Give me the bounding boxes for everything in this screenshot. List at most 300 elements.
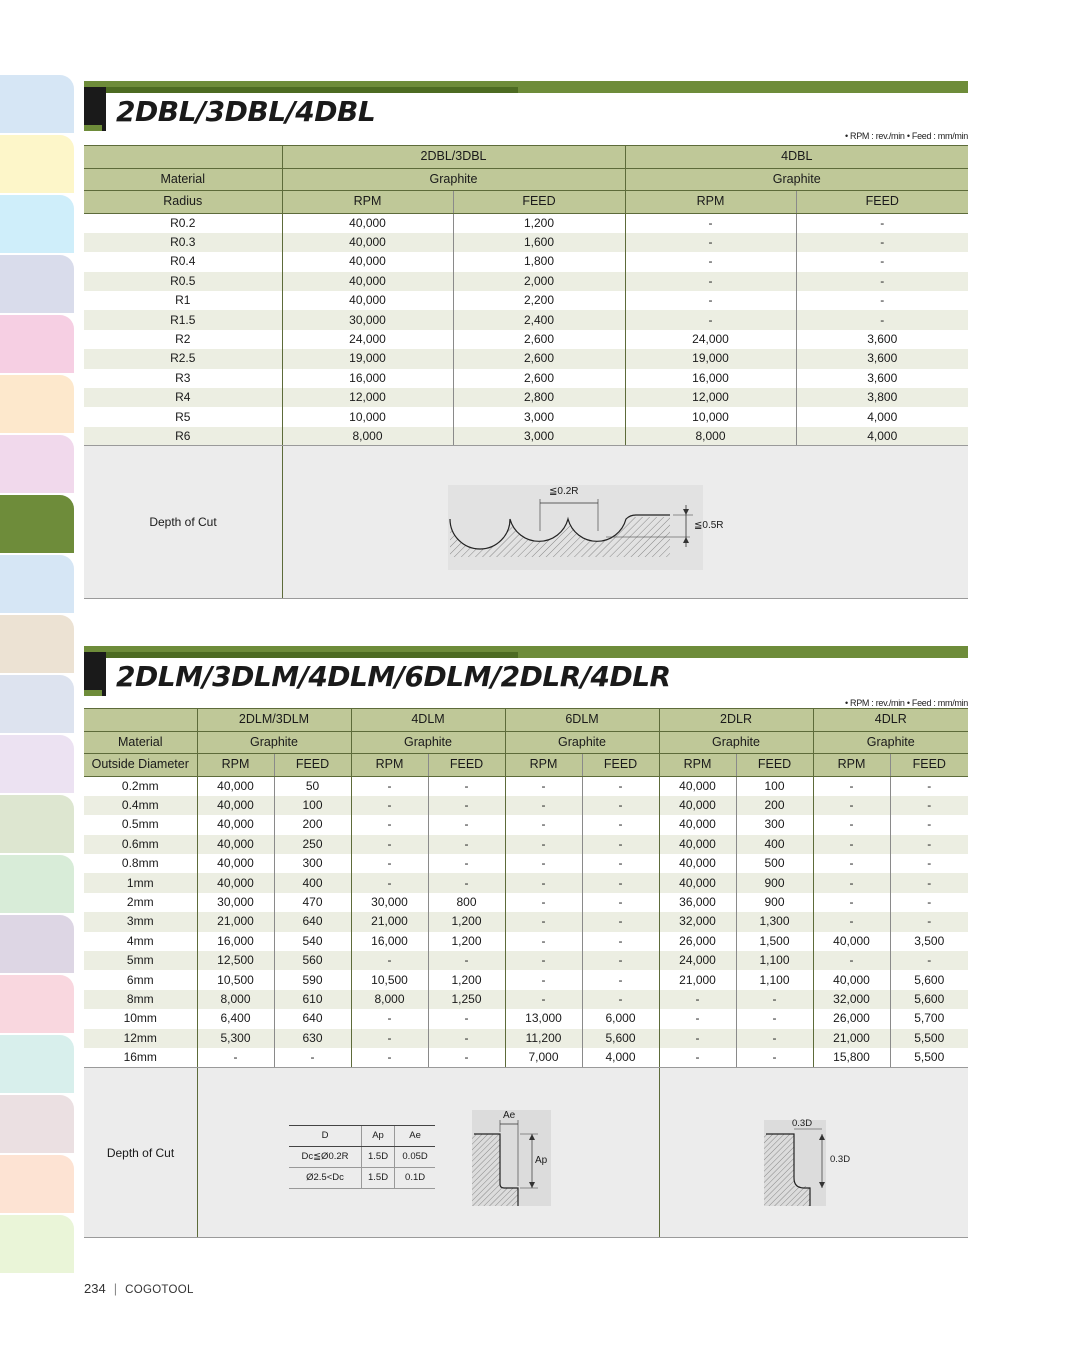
side-tab[interactable] [0,435,74,493]
mini-row [289,1168,435,1189]
group-header: 4DLM [351,709,505,732]
rpm-cell: - [659,1029,736,1048]
rpm-cell: 10,000 [625,407,796,426]
side-tab[interactable] [0,975,74,1033]
table-column-header-row [84,754,968,777]
rpm-cell: 40,000 [282,272,453,291]
rpm-cell: 5,300 [197,1029,274,1048]
rpm-cell: 40,000 [659,796,736,815]
feed-cell: 560 [274,951,351,970]
group-header: 2DLR [659,709,813,732]
feed-cell: 500 [736,854,813,873]
diameter-label: Outside Diameter [84,754,197,777]
rpm-cell: 40,000 [813,970,890,989]
rpm-cell: 40,000 [197,873,274,892]
rpm-cell: 40,000 [659,776,736,796]
rpm-cell: - [813,796,890,815]
diameter-cell: 5mm [84,951,197,970]
feed-header: FEED [274,754,351,777]
feed-cell: 1,300 [736,912,813,931]
material-value: Graphite [505,731,659,754]
feed-cell: - [582,912,659,931]
feed-cell: - [582,815,659,834]
feed-cell: 5,700 [890,1009,968,1028]
rpm-cell: 8,000 [351,990,428,1009]
diameter-cell: 16mm [123,1050,157,1065]
diameter-cell: 0.4mm [84,796,197,815]
rpm-cell: - [351,951,428,970]
units-note: • RPM : rev./min • Feed : mm/min [844,131,968,141]
feed-cell: - [890,815,968,834]
depth-parameter-table [289,1125,435,1189]
footer-brand: COGOTOOL [125,1284,194,1296]
rpm-cell: 21,000 [659,970,736,989]
radius-cell: R3 [175,370,191,385]
feed-cell: 1,200 [453,213,625,233]
table-row [84,873,968,892]
rpm-cell: 30,000 [197,893,274,912]
side-tab[interactable] [0,615,74,673]
rpm-cell: - [813,951,890,970]
feed-cell: 3,000 [453,427,625,446]
footer-separator: | [113,1281,118,1296]
table-row [84,291,968,310]
page-number: 234 [84,1281,106,1296]
rpm-cell: 11,200 [505,1029,582,1048]
group-header: 4DBL [625,146,968,169]
group-header: 6DLM [505,709,659,732]
feed-cell: 1,200 [428,970,505,989]
rpm-cell: 30,000 [351,893,428,912]
rpm-cell: - [505,970,582,989]
rpm-cell: 40,000 [197,815,274,834]
feed-cell: 1,200 [428,912,505,931]
side-tab[interactable] [0,255,74,313]
depth-of-cut-label: Depth of Cut [149,515,217,529]
rpm-header: RPM [813,754,890,777]
radius-cell: R2 [175,332,191,347]
feed-cell: 3,000 [453,407,625,426]
feed-cell: - [736,1029,813,1048]
feed-cell: 470 [274,893,351,912]
feed-cell: - [736,1009,813,1028]
section-title: 2DBL/3DBL/4DBL [116,95,376,128]
side-tab[interactable] [0,315,74,373]
table-row [84,912,968,931]
table-row [84,252,968,271]
side-tab[interactable] [0,1215,74,1273]
feed-cell: 3,800 [796,388,968,407]
feed-cell: - [582,796,659,815]
rpm-cell: - [813,893,890,912]
feed-cell: 1,250 [428,990,505,1009]
rpm-cell: 7,000 [505,1048,582,1067]
table-row [84,990,968,1009]
diameter-cell: 0.8mm [121,856,159,871]
rpm-cell: 10,500 [197,970,274,989]
diameter-cell: 10mm [123,1011,157,1026]
rpm-cell: - [813,873,890,892]
rpm-cell: 40,000 [197,854,274,873]
rpm-header: RPM [282,191,453,214]
material-label: Material [84,731,197,754]
feed-cell: - [890,854,968,873]
feed-cell: 1,200 [428,932,505,951]
feed-cell: 1,600 [453,233,625,252]
feed-cell: - [582,951,659,970]
rpm-cell: - [505,893,582,912]
rpm-cell: - [625,252,796,271]
table-row [84,815,968,834]
rpm-cell: - [625,233,796,252]
feed-cell: 2,600 [453,330,625,349]
feed-cell: 5,600 [890,970,968,989]
diameter-cell: 8mm [84,990,197,1009]
feed-cell: 590 [274,970,351,989]
section-header-bar-dark [84,87,518,93]
feed-cell: - [890,796,968,815]
rpm-cell: - [505,776,582,796]
mini-header-row [289,1126,435,1147]
ap-label: Ap [535,1155,548,1166]
rpm-cell: 26,000 [813,1009,890,1028]
feed-cell: 800 [428,893,505,912]
rpm-cell: - [505,815,582,834]
rpm-cell: - [625,213,796,233]
rpm-cell: - [659,1048,736,1067]
feed-header: FEED [796,191,968,214]
rpm-cell: - [813,815,890,834]
diameter-cell: 3mm [84,912,197,931]
rpm-cell: 24,000 [282,330,453,349]
mini-cell: 1.5D [362,1147,395,1168]
feed-cell: 100 [736,776,813,796]
feed-cell: - [428,854,505,873]
scallop-depth-label: ≦0.5R [694,520,724,531]
rpm-cell: - [505,932,582,951]
rpm-cell: 32,000 [813,990,890,1009]
rpm-header: RPM [659,754,736,777]
radius-cell: R5 [175,409,191,424]
table-row [84,854,968,873]
feed-cell: - [796,272,968,291]
feed-cell: 300 [274,854,351,873]
radius-cell: R0.2 [170,215,196,230]
feed-cell: - [428,796,505,815]
feed-cell: 2,600 [453,369,625,388]
table-row [84,796,968,815]
mini-header-ae: Ae [395,1126,436,1147]
feed-cell: - [796,233,968,252]
rpm-cell: - [505,990,582,1009]
rpm-cell: - [505,951,582,970]
rpm-cell: - [197,1048,274,1067]
rpm-cell: - [659,990,736,1009]
feed-cell: 2,600 [453,349,625,368]
group-header: 2DBL/3DBL [282,146,625,169]
pitch-label: ≦0.2R [549,486,579,497]
table-group-header-row [84,146,968,169]
feed-cell: 640 [274,912,351,931]
column-divider [197,1068,198,1237]
mini-row [289,1147,435,1168]
rpm-cell: - [813,776,890,796]
feed-cell: 2,200 [453,291,625,310]
feed-cell: 3,600 [796,349,968,368]
feed-cell: 1,100 [736,970,813,989]
material-value: Graphite [197,731,351,754]
rpm-cell: 24,000 [625,330,796,349]
feed-cell: - [428,1048,505,1067]
side-tab[interactable] [0,555,74,613]
feed-cell: 4,000 [796,427,968,446]
rpm-cell: - [351,1009,428,1028]
rpm-cell: 8,000 [625,427,796,446]
material-value: Graphite [351,731,505,754]
side-tab[interactable] [0,795,74,853]
table-row [84,970,968,989]
side-tab[interactable] [0,1035,74,1093]
column-divider [282,446,283,598]
rpm-cell: 40,000 [282,233,453,252]
table-row [84,835,968,854]
rpm-cell: 19,000 [625,349,796,368]
top-offset-label: 0.3D [792,1118,813,1129]
side-tab[interactable] [0,675,74,733]
table-row [84,407,968,426]
feed-cell: - [582,854,659,873]
feed-cell: 640 [274,1009,351,1028]
rpm-cell: 40,000 [659,815,736,834]
feed-header: FEED [890,754,968,777]
depth-of-cut-label: Depth of Cut [106,1145,175,1160]
mini-cell: Dc≦Ø0.2R [289,1147,362,1168]
rpm-cell: 16,000 [282,369,453,388]
feed-cell: - [428,1009,505,1028]
title-corner-accent [84,125,102,131]
rpm-cell: 6,400 [197,1009,274,1028]
rpm-cell: 30,000 [282,310,453,329]
rpm-cell: - [351,1048,428,1067]
feed-cell: 610 [274,990,351,1009]
feed-cell: - [582,835,659,854]
depth-of-cut-row [84,445,968,599]
feed-header: FEED [453,191,625,214]
material-value: Graphite [282,168,625,191]
feed-cell: - [428,815,505,834]
table-row [84,330,968,349]
rpm-cell: 40,000 [282,213,453,233]
section-header-bar-dark [84,652,518,658]
table-row [84,213,968,233]
page-footer [84,1281,194,1296]
mini-cell: 0.05D [395,1147,436,1168]
rpm-cell: 16,000 [197,932,274,951]
side-tab[interactable] [0,735,74,793]
feed-cell: 2,800 [453,388,625,407]
depth-mini-table [289,1125,435,1189]
rpm-cell: - [625,272,796,291]
rpm-cell: - [813,854,890,873]
material-label: Material [84,168,282,191]
feed-header: FEED [428,754,505,777]
side-tab[interactable] [0,915,74,973]
feed-cell: 5,500 [890,1048,968,1067]
feed-cell: - [890,893,968,912]
rpm-cell: 40,000 [659,835,736,854]
feed-header: FEED [736,754,813,777]
feed-cell: - [796,310,968,329]
feed-cell: 900 [736,873,813,892]
rpm-cell: 10,000 [282,407,453,426]
ball-scallop-diagram [448,485,724,570]
feed-cell: 5,600 [582,1029,659,1048]
diameter-cell: 1mm [84,873,197,892]
feed-cell: - [274,1048,351,1067]
side-tab[interactable] [0,195,74,253]
table-row [84,272,968,291]
feed-cell: 250 [274,835,351,854]
table-column-header-row [84,191,968,214]
side-tab[interactable] [0,495,74,553]
feed-cell: 2,000 [453,272,625,291]
radius-label: Radius [84,191,282,214]
rpm-cell: 36,000 [659,893,736,912]
rpm-cell: 40,000 [282,252,453,271]
mini-cell: Ø2.5<Dc [289,1168,362,1189]
radius-cell: R4 [84,388,282,407]
rpm-cell: 40,000 [197,776,274,796]
feed-cell: - [890,873,968,892]
side-tab[interactable] [0,375,74,433]
feed-cell: 6,000 [582,1009,659,1028]
depth-of-cut-row [84,1067,968,1238]
section-title: 2DLM/3DLM/4DLM/6DLM/2DLR/4DLR [116,660,671,693]
rpm-cell: 8,000 [282,427,453,446]
feed-cell: 5,600 [890,990,968,1009]
rpm-cell: 12,000 [625,388,796,407]
feed-cell: - [890,912,968,931]
rpm-cell: - [505,835,582,854]
feed-cell: 3,600 [796,369,968,388]
feed-cell: 50 [274,776,351,796]
units-note: • RPM : rev./min • Feed : mm/min [844,698,968,708]
rpm-cell: 13,000 [505,1009,582,1028]
feed-header: FEED [582,754,659,777]
table-row [84,1048,968,1067]
rpm-cell: 19,000 [282,349,453,368]
rpm-cell: 26,000 [659,932,736,951]
side-tab[interactable] [0,855,74,913]
feed-cell: - [890,951,968,970]
radius-cell: R2.5 [84,349,282,368]
diameter-cell: 0.2mm [121,778,159,793]
rpm-header: RPM [351,754,428,777]
table-row [84,776,968,796]
feed-cell: - [428,835,505,854]
feed-cell: - [582,970,659,989]
diameter-cell: 4mm [126,933,154,948]
cutting-conditions-table-2 [84,708,968,1067]
rpm-cell: - [813,835,890,854]
table-material-row [84,731,968,754]
material-value: Graphite [659,731,813,754]
rpm-cell: - [625,291,796,310]
table-row [84,951,968,970]
feed-cell: 2,400 [453,310,625,329]
rpm-cell: 16,000 [625,369,796,388]
side-tab[interactable] [0,1155,74,1213]
side-tab[interactable] [0,135,74,193]
rpm-cell: - [351,835,428,854]
radius-cell: R1.5 [84,310,282,329]
rpm-cell: 12,500 [197,951,274,970]
feed-cell: 540 [274,932,351,951]
radius-cell: R6 [84,427,282,446]
rpm-cell: 15,800 [813,1048,890,1067]
column-divider [659,1068,660,1237]
table-row [84,369,968,388]
rpm-cell: 21,000 [351,912,428,931]
rpm-cell: - [351,854,428,873]
rpm-cell: - [505,873,582,892]
material-value: Graphite [625,168,968,191]
rpm-cell: 40,000 [813,932,890,951]
feed-cell: 400 [274,873,351,892]
feed-cell: 630 [274,1029,351,1048]
rpm-cell: 40,000 [197,796,274,815]
table-row [84,1029,968,1048]
group-header: 4DLR [813,709,968,732]
table-material-row [84,168,968,191]
mini-cell: 0.1D [395,1168,436,1189]
rpm-cell: - [351,796,428,815]
diameter-cell: 12mm [84,1029,197,1048]
header-corner-cell [84,709,197,732]
feed-cell: - [890,776,968,796]
material-value: Graphite [813,731,968,754]
table-row [84,1009,968,1028]
scallop-diagram-svg [448,485,703,570]
feed-cell: - [428,776,505,796]
radius-cell: R0.4 [170,254,196,269]
table-row [84,349,968,368]
cutting-conditions-table-1 [84,145,968,446]
diameter-cell: 0.6mm [84,835,197,854]
rpm-cell: 40,000 [659,854,736,873]
rpm-cell: 24,000 [659,951,736,970]
mini-header-d: D [289,1126,362,1147]
radius-diagram-svg [764,1120,826,1206]
side-tab[interactable] [0,75,74,133]
ae-ap-diagram [472,1110,551,1206]
feed-cell: 1,800 [453,252,625,271]
radius-cell: R0.3 [84,233,282,252]
diameter-cell: 0.5mm [121,817,159,832]
feed-cell: - [796,291,968,310]
rpm-cell: 10,500 [351,970,428,989]
feed-cell: - [428,951,505,970]
rpm-cell: 12,000 [282,388,453,407]
section-2dbl [84,81,968,601]
side-tab[interactable] [0,1095,74,1153]
rpm-cell: - [505,854,582,873]
feed-cell: - [796,213,968,233]
feed-cell: 200 [274,815,351,834]
mini-header-ap: Ap [362,1126,395,1147]
feed-cell: 1,500 [736,932,813,951]
feed-cell: 100 [274,796,351,815]
